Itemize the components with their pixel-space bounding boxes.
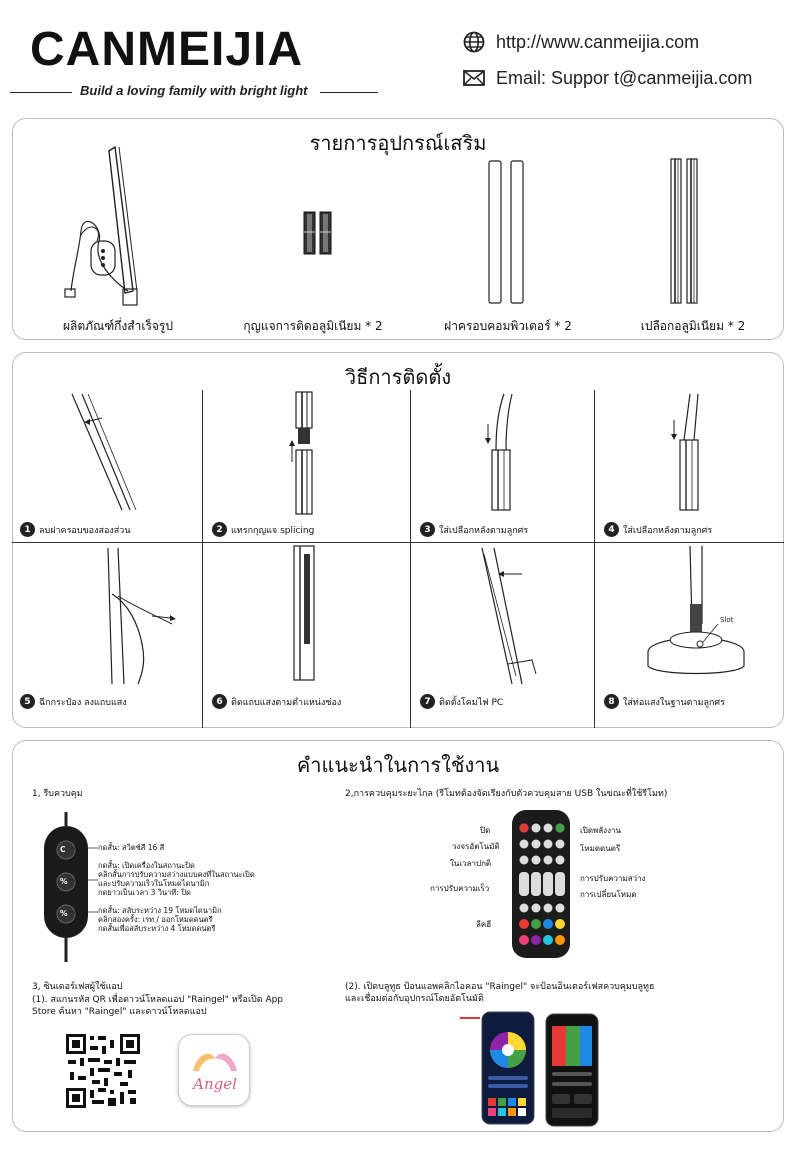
step-6-number: 6 bbox=[212, 694, 227, 709]
email-row bbox=[462, 66, 752, 90]
qr-code-image[interactable] bbox=[64, 1032, 142, 1110]
mail-icon bbox=[462, 66, 486, 90]
controller-desc-3-2: คลิกสองครั้ง: เรท / ออกโหมดดนตรี bbox=[98, 915, 213, 924]
accessory-label-3: ฝาครอบคอมพิวเตอร์ * 2 bbox=[444, 319, 572, 333]
remote-label-mode: การเปลี่ยนโหมด bbox=[580, 890, 637, 899]
slot-label: Slot bbox=[720, 616, 734, 624]
remote-label-speed: การปรับความเร็ว bbox=[430, 884, 490, 893]
controller-desc-2-4: กดยาวเป็นเวลา 3 วินาที: ปิด bbox=[98, 888, 191, 897]
controller-desc-3-1: กดสั้น: สลับระหว่าง 19 โหมดไดนามิก bbox=[98, 906, 222, 915]
remote-label-music: โหมดดนตรี bbox=[580, 844, 621, 853]
grid-divider-row bbox=[12, 542, 784, 543]
computer-cover-image bbox=[483, 157, 533, 307]
step-8-number: 8 bbox=[604, 694, 619, 709]
accessory-label-4: เปลือกอลูมิเนียม * 2 bbox=[640, 319, 746, 333]
controller-desc-3-3: กดสั้นเพื่อสลับระหว่าง 4 โหมดดนตรี bbox=[98, 924, 216, 933]
bluetooth-instruction-1: (2). เปิดบลูทูธ ป้อนแอพคลิกไอคอน "Raingel" จะป้อนอินเตอร์เฟสควบคุมบลูทูธ bbox=[345, 982, 655, 992]
step-5-text: ฉีกกระป๋อง ลงแถบแสง bbox=[39, 697, 127, 708]
install-step-6 bbox=[204, 544, 394, 708]
accessory-label-1: ผลิตภัณฑ์กึ่งสำเร็จรูป bbox=[62, 319, 173, 333]
remote-label-brightness: การปรับความสว่าง bbox=[580, 874, 646, 883]
controller-leader-lines bbox=[70, 844, 100, 924]
remote-label-color: ลีคฮี bbox=[476, 920, 492, 929]
app-logo-text: Angel bbox=[193, 1075, 237, 1093]
install-step-8 bbox=[596, 544, 786, 708]
step-6-text: ติดแถบแสงตามตำแหน่งช่อง bbox=[231, 697, 342, 708]
controller-button-mid[interactable]: % bbox=[60, 877, 68, 886]
step-5-illustration bbox=[12, 544, 202, 686]
step-8-text: ใส่ท่อแสงในฐานตามลูกศร bbox=[623, 697, 725, 708]
controller-desc-2-3: และปรับความเร็วในโหมดไดนามิก bbox=[98, 879, 210, 888]
controller-desc-2-2: คลิกสั้นการปรับความสว่างแบบคงที่ในสถานะเปิด bbox=[98, 870, 255, 879]
controller-button-bottom[interactable]: % bbox=[60, 909, 68, 918]
tagline-rule-left bbox=[10, 92, 72, 93]
step-4-caption bbox=[604, 522, 712, 537]
website-row bbox=[462, 30, 699, 54]
installation-grid bbox=[12, 390, 784, 728]
step-7-text: ติดตั้งโคมไฟ PC bbox=[439, 697, 504, 708]
step-1-caption bbox=[20, 522, 130, 537]
step-6-illustration bbox=[204, 544, 404, 686]
step-1-illustration bbox=[12, 390, 202, 515]
install-step-2 bbox=[204, 390, 394, 540]
step-8-caption bbox=[604, 694, 725, 709]
remote-label-auto-cycle: วงจรอัตโนมัติ bbox=[452, 842, 500, 851]
controller-desc-1: กดสั้น: สวิตช์สี 16 สี bbox=[98, 843, 165, 852]
step-4-text: ใส่เปลือกหลังตามลูกศร bbox=[623, 525, 713, 536]
remote-label-normal: ในเวลาปกติ bbox=[450, 859, 492, 868]
install-step-7 bbox=[412, 544, 602, 708]
install-step-4 bbox=[596, 390, 786, 540]
aluminum-key-image bbox=[298, 204, 338, 264]
step-6-caption bbox=[212, 694, 341, 709]
remote-label-off: ปิด bbox=[480, 826, 491, 835]
phone-app-control-screen bbox=[544, 1012, 600, 1128]
step-3-caption bbox=[420, 522, 528, 537]
remote-heading: 2,การควบคุมระยะไกล (รีโมทต้องจัดเรียงกับตัวควบคุมสาย USB ในขณะที่ใช้รีโมท) bbox=[345, 789, 668, 799]
controller-desc-2-1: กดสั้น: เปิดเครื่องในสถานะปิด bbox=[98, 861, 195, 870]
accessories-panel bbox=[12, 118, 784, 340]
aluminum-shell-image bbox=[663, 155, 713, 307]
step-1-number: 1 bbox=[20, 522, 35, 537]
step-2-number: 2 bbox=[212, 522, 227, 537]
app-heading: 3, ซินเดอร์เฟสผู้ใช้แอป bbox=[32, 982, 123, 992]
accessories-title: รายการอุปกรณ์เสริม bbox=[309, 131, 487, 155]
brand-logo: CANMEIJIA bbox=[30, 23, 304, 76]
step-2-illustration bbox=[204, 390, 404, 515]
angel-wing-icon bbox=[179, 1035, 251, 1107]
step-1-text: ลบฝาครอบของสองส่วน bbox=[39, 525, 131, 536]
step-4-illustration bbox=[596, 390, 784, 515]
raingel-app-icon[interactable] bbox=[178, 1034, 250, 1106]
app-instruction-2: Store ค้นหา "Raingel" และดาวน์โหลดแอป bbox=[32, 1007, 207, 1017]
step-3-number: 3 bbox=[420, 522, 435, 537]
bluetooth-instruction-2: และเชื่อมต่อกับอุปกรณ์โดยอัตโนมัติ bbox=[345, 994, 484, 1004]
tagline: Build a loving family with bright light bbox=[80, 83, 308, 98]
semi-finished-product-image bbox=[53, 141, 163, 311]
step-7-illustration bbox=[412, 544, 592, 686]
website-link[interactable]: http://www.canmeijia.com bbox=[496, 31, 700, 52]
tagline-rule-right bbox=[320, 92, 378, 93]
app-instruction-1: (1). สแกนรหัส QR เพื่อดาวน์โหลดแอป "Raingel" หรือเปิด App bbox=[32, 995, 284, 1005]
remote-label-power-on: เปิดพลังงาน bbox=[580, 826, 621, 835]
step-3-illustration bbox=[412, 390, 592, 515]
step-5-caption bbox=[20, 694, 127, 709]
globe-icon bbox=[462, 30, 486, 54]
step-8-illustration bbox=[596, 544, 784, 686]
grid-divider-2 bbox=[410, 390, 411, 728]
step-2-text: แทรกกุญแจ splicing bbox=[231, 525, 315, 536]
tagline-block bbox=[10, 82, 380, 102]
controller-heading: 1, รีบควบคุม bbox=[32, 789, 83, 799]
install-step-3 bbox=[412, 390, 602, 540]
step-7-caption bbox=[420, 694, 503, 709]
step-3-text: ใส่เปลือกหลังตามลูกศร bbox=[439, 525, 529, 536]
install-step-1 bbox=[12, 390, 202, 540]
installation-title: วิธีการติดตั้ง bbox=[344, 365, 452, 389]
step-2-caption bbox=[212, 522, 314, 537]
phone-app-color-wheel bbox=[460, 1010, 540, 1128]
usage-title: คำแนะนำในการใช้งาน bbox=[296, 753, 500, 777]
step-5-number: 5 bbox=[20, 694, 35, 709]
controller-button-c[interactable]: C bbox=[60, 845, 66, 854]
accessory-label-2: กุญแจการติดอลูมิเนียม * 2 bbox=[243, 319, 383, 333]
header bbox=[0, 0, 800, 110]
step-4-number: 4 bbox=[604, 522, 619, 537]
ir-remote-image bbox=[510, 808, 572, 960]
step-7-number: 7 bbox=[420, 694, 435, 709]
grid-divider-1 bbox=[202, 390, 203, 728]
email-link[interactable]: Email: Suppor t@canmeijia.com bbox=[496, 67, 753, 88]
install-step-5 bbox=[12, 544, 202, 708]
